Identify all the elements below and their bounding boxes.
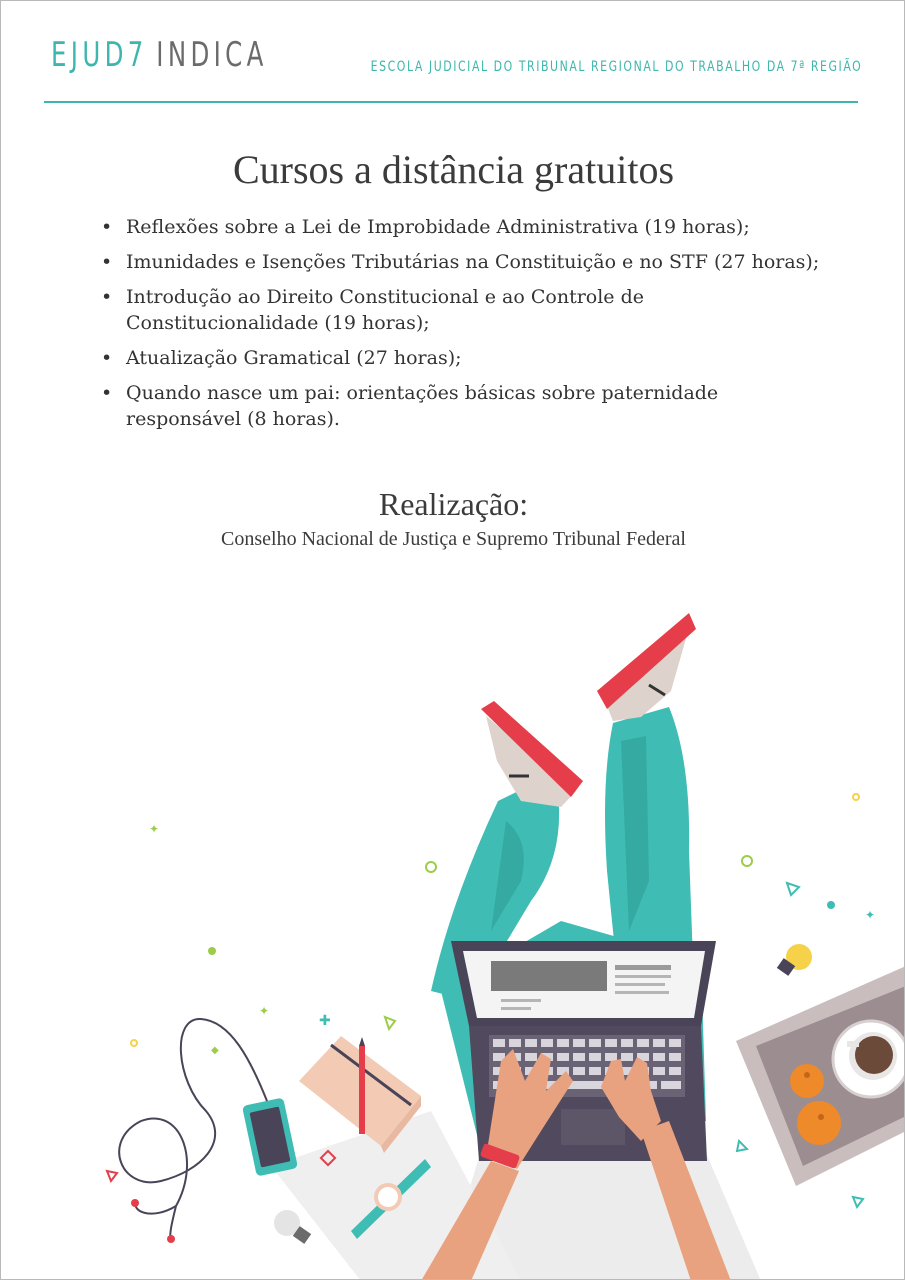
course-item: • Reflexões sobre a Lei de Improbidade Administrativa (19 horas); xyxy=(101,214,831,240)
earbud-icon xyxy=(131,1199,139,1207)
coffee-cup-icon xyxy=(833,1021,905,1097)
course-item: • Introdução ao Direito Constitucional e ao Controle de Constitucionalidade (19 horas); xyxy=(101,284,831,336)
course-item: • Quando nasce um pai: orientações básicas sobre paternidade responsável (8 horas). xyxy=(101,380,831,432)
lightbulb-icon xyxy=(274,1210,311,1244)
svg-text:✦: ✦ xyxy=(259,1004,270,1018)
earphones-icon xyxy=(119,1019,267,1241)
school-name: ESCOLA JUDICIAL DO TRIBUNAL REGIONAL DO TRABALHO DA 7ª REGIÃO xyxy=(370,59,862,75)
realizacao-heading: Realização: xyxy=(378,486,529,522)
brand-part-ejud7: EJUD7 xyxy=(51,35,148,75)
brand-part-indica: INDICA xyxy=(156,35,268,75)
illustration xyxy=(1,1,905,1280)
earbud-icon xyxy=(167,1235,175,1243)
shoe-icon xyxy=(481,701,583,807)
course-item: • Imunidades e Isenções Tributárias na Constituição e no STF (27 horas); xyxy=(101,249,831,275)
svg-text:✦: ✦ xyxy=(149,822,160,836)
shoe-icon xyxy=(597,613,696,721)
smartphone-icon xyxy=(242,1097,298,1176)
svg-text:✚: ✚ xyxy=(319,1013,331,1029)
pencil-icon xyxy=(359,1037,365,1134)
realizacao-organizers: Conselho Nacional de Justiça e Supremo Tribunal Federal xyxy=(221,528,686,550)
course-item: • Atualização Gramatical (27 horas); xyxy=(101,345,831,371)
svg-text:✦: ✦ xyxy=(865,908,876,922)
lightbulb-icon xyxy=(777,944,812,976)
svg-text:◆: ◆ xyxy=(211,1045,219,1056)
page-title: Cursos a distância gratuitos xyxy=(232,147,675,192)
